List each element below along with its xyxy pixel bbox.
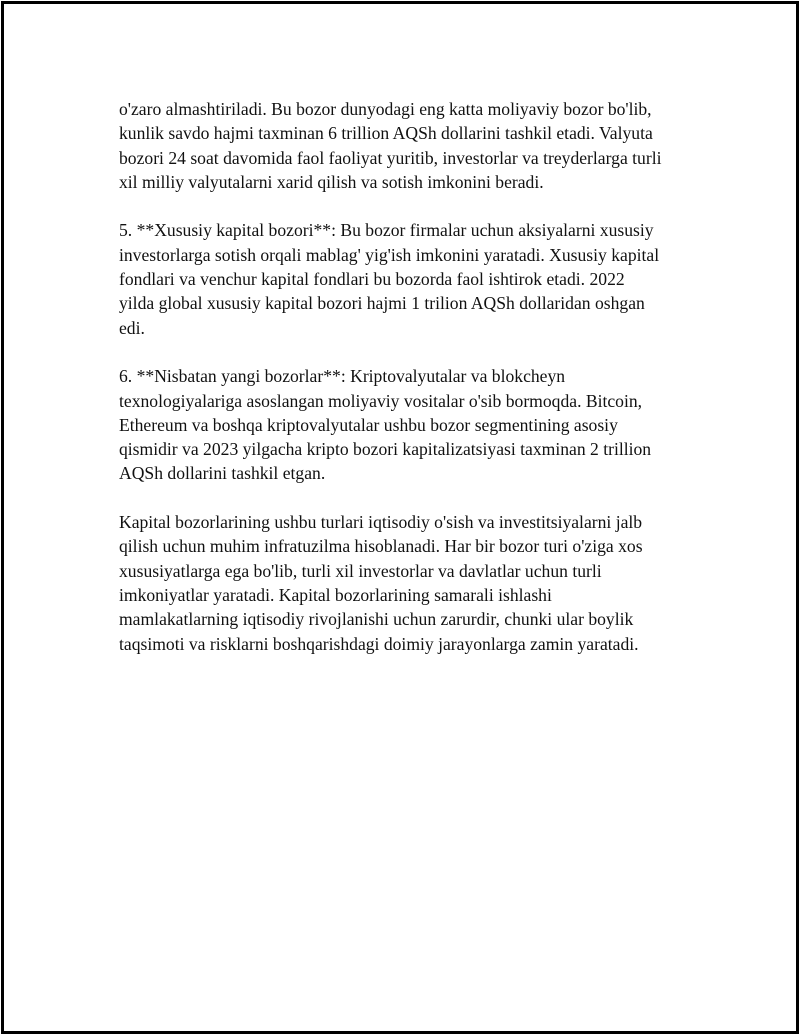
paragraph-private-equity-market: 5. **Xususiy kapital bozori**: Bu bozor firmalar uchun aksiyalarni xususiy investorlarga sotish orqali mablag' yig'ish imkonini yaratadi. Xususiy kapital fondlari va venchur kapital fondlari bu bozorda faol ishtirok etadi. 2022 yilda global xususiy kapital bozori hajmi 1 trilion AQSh dollaridan oshgan edi. — [119, 220, 660, 338]
paragraph-forex-continuation: o'zaro almashtiriladi. Bu bozor dunyodagi eng katta moliyaviy bozor bo'lib, kunlik savdo hajmi taxminan 6 trillion AQSh dollarini tashkil etadi. Valyuta bozori 24 soat davomida faol faoliyat yuritib, investorlar va treyderlarga turli xil milliy valyutalarni xarid qilish va sotish imkonini beradi. — [119, 99, 662, 192]
document-body — [119, 97, 699, 680]
paragraph-conclusion: Kapital bozorlarining ushbu turlari iqtisodiy o'sish va investitsiyalarni jalb qilish uchun muhim infratuzilma hisoblanadi. Har bir bozor turi o'ziga xos xususiyatlarga ega bo'lib, turli xil investorlar va davlatlar uchun turli imkoniyatlar yaratadi. Kapital bozorlarining samarali ishlashi mamlakatlarning iqtisodiy rivojlanishi uchun zarurdir, chunki ular boylik taqsimoti va risklarni boshqarishdagi doimiy jarayonlarga zamin yaratadi. — [119, 512, 643, 654]
paragraph-new-markets: 6. **Nisbatan yangi bozorlar**: Kriptovalyutalar va blokcheyn texnologiyalariga asoslangan moliyaviy vositalar o'sib bormoqda. Bitcoin, Ethereum va boshqa kriptovalyutalar ushbu bozor segmentining asosiy qismidir va 2023 yilgacha kripto bozori kapitalizatsiyasi taxminan 2 trillion AQSh dollarini tashkil etgan. — [119, 366, 652, 484]
document-page — [1, 1, 799, 1034]
